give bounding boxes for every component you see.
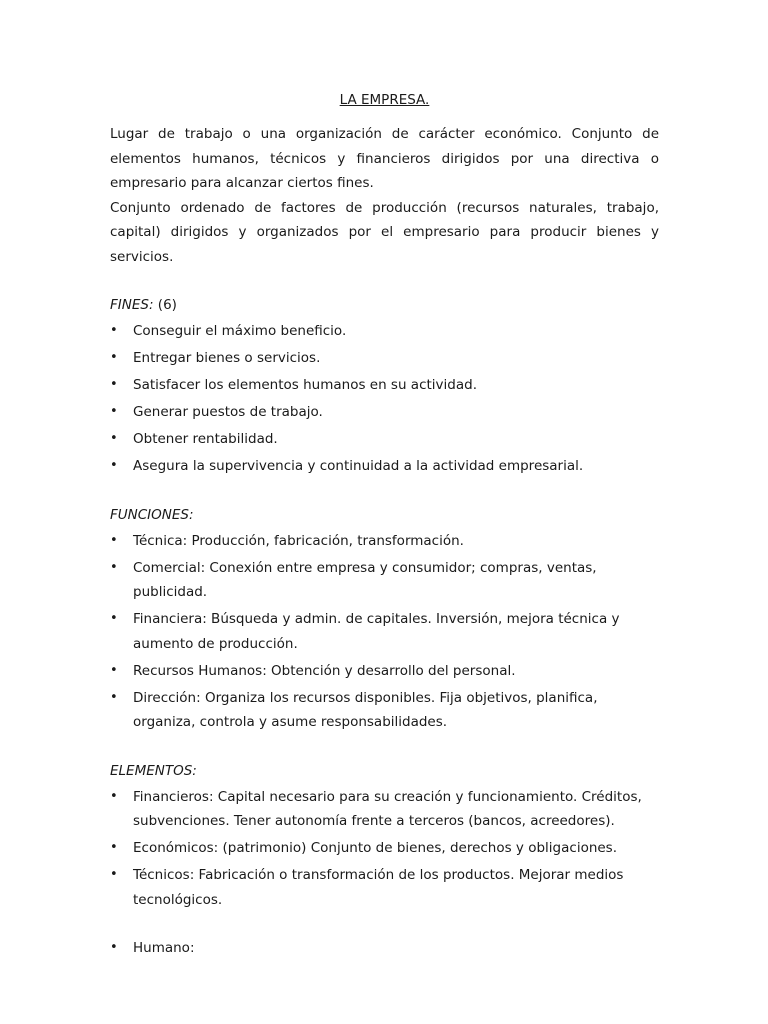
fines-list (110, 319, 659, 479)
bullet-icon: • (110, 559, 118, 575)
list-item (110, 427, 659, 452)
elementos-list (110, 785, 659, 913)
list-item (110, 556, 659, 605)
list-item (110, 319, 659, 344)
page-title: LA EMPRESA. (339, 92, 430, 108)
fines-heading (110, 293, 659, 317)
list-item-text: Técnicos: Fabricación o transformación de los productos. Mejorar medios tecnológicos. (133, 867, 624, 908)
elementos-heading (110, 759, 659, 783)
intro-paragraph-2: Conjunto ordenado de factores de producción (recursos naturales, trabajo, capital) dirigidos y organizados por el empresario para producir bienes y servicios. (110, 199, 659, 265)
list-item (110, 373, 659, 398)
humano-list (110, 936, 659, 961)
list-item (110, 936, 659, 961)
list-item (110, 863, 659, 912)
list-item (110, 659, 659, 684)
list-item-text: Obtener rentabilidad. (133, 431, 278, 447)
bullet-icon: • (110, 611, 118, 626)
bullet-icon: • (110, 840, 118, 855)
bullet-icon: • (110, 431, 118, 446)
list-item-text: Entregar bienes o servicios. (133, 350, 321, 366)
bullet-icon: • (110, 788, 118, 804)
list-item-text: Económicos: (patrimonio) Conjunto de bienes, derechos y obligaciones. (133, 840, 618, 856)
list-item-text: Recursos Humanos: Obtención y desarrollo del personal. (133, 662, 516, 679)
list-item-text: Comercial: Conexión entre empresa y consumidor; compras, ventas, publicidad. (133, 559, 597, 600)
list-item-text: Generar puestos de trabajo. (133, 404, 323, 420)
list-item (110, 454, 659, 479)
bullet-icon: • (110, 323, 118, 338)
intro-paragraph-1: Lugar de trabajo o una organización de carácter económico. Conjunto de elementos humanos, técnicos y financieros dirigidos por una directiva o empresario para alcanzar ciertos fines. (110, 126, 659, 191)
fines-heading-label: FINES: (110, 297, 154, 313)
elementos-heading-label: ELEMENTOS: (110, 762, 197, 779)
bullet-icon: • (110, 662, 118, 678)
bullet-icon: • (110, 350, 118, 365)
bullet-icon: • (110, 532, 118, 548)
bullet-icon: • (110, 689, 118, 705)
list-item (110, 607, 659, 656)
list-item-text: Dirección: Organiza los recursos disponibles. Fija objetivos, planifica, organiza, controla y asume responsabilidades. (133, 689, 598, 730)
humano-section (110, 936, 659, 961)
list-item-text: Financieros: Capital necesario para su creación y funcionamiento. Créditos, subvenciones. Tener autonomía frente a terceros (bancos, acreedores). (133, 788, 642, 829)
bullet-icon: • (110, 867, 118, 882)
list-item-text: Asegura la supervivencia y continuidad a la actividad empresarial. (133, 458, 584, 474)
list-item (110, 785, 659, 834)
fines-count: (6) (157, 297, 177, 313)
elementos-section (110, 759, 659, 913)
funciones-section (110, 503, 659, 735)
list-item-text: Humano: (133, 940, 195, 956)
funciones-heading-label: FUNCIONES: (110, 506, 194, 523)
list-item (110, 836, 659, 861)
bullet-icon: • (110, 404, 118, 419)
list-item-text: Conseguir el máximo beneficio. (133, 323, 347, 339)
list-item-text: Técnica: Producción, fabricación, transformación. (133, 532, 464, 549)
funciones-heading (110, 503, 659, 527)
fines-section (110, 293, 659, 479)
document-body (110, 88, 659, 963)
list-item (110, 400, 659, 425)
bullet-icon: • (110, 458, 118, 473)
list-item-text: Satisfacer los elementos humanos en su actividad. (133, 377, 477, 393)
bullet-icon: • (110, 940, 118, 955)
list-item-text: Financiera: Búsqueda y admin. de capitales. Inversión, mejora técnica y aumento de producción. (133, 611, 620, 652)
list-item (110, 346, 659, 371)
list-item (110, 529, 659, 554)
list-item (110, 686, 659, 735)
funciones-list (110, 529, 659, 735)
bullet-icon: • (110, 377, 118, 392)
